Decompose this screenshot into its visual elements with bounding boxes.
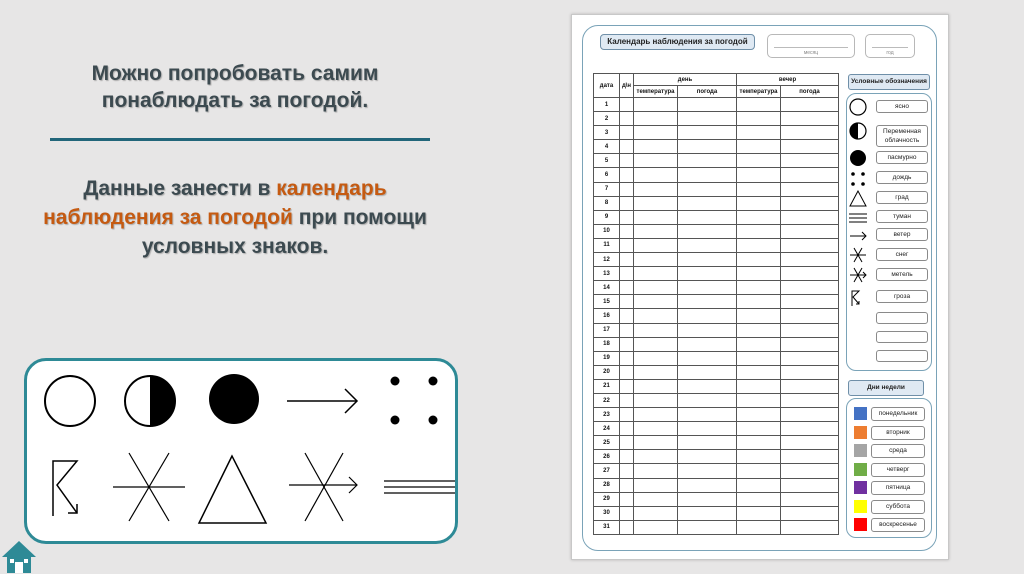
slide-heading: Можно попробовать самим понаблюдать за погодой. <box>91 62 379 112</box>
legend-empty-slot[interactable] <box>876 312 928 324</box>
legend-label: град <box>876 191 928 204</box>
circle-empty-icon <box>45 376 95 426</box>
table-cell[interactable] <box>634 337 678 351</box>
table-cell[interactable] <box>678 337 737 351</box>
weekday-label: воскресенье <box>871 518 925 532</box>
table-cell[interactable] <box>737 98 781 112</box>
table-cell[interactable] <box>781 408 839 422</box>
legend-empty-slot[interactable] <box>876 350 928 362</box>
weekday-label: среда <box>871 444 925 458</box>
table-cell[interactable] <box>620 210 634 224</box>
table-cell[interactable] <box>678 253 737 267</box>
table-cell[interactable] <box>678 281 737 295</box>
table-cell[interactable] <box>678 323 737 337</box>
table-cell[interactable] <box>620 436 634 450</box>
table-cell[interactable] <box>678 196 737 210</box>
row-date: 11 <box>594 238 620 252</box>
table-cell[interactable] <box>620 337 634 351</box>
table-cell[interactable] <box>737 492 781 506</box>
row-date: 28 <box>594 478 620 492</box>
table-cell[interactable] <box>737 309 781 323</box>
table-cell[interactable] <box>781 224 839 238</box>
table-cell[interactable] <box>781 154 839 168</box>
table-row <box>594 450 839 464</box>
circle-half-icon <box>849 122 867 145</box>
row-date: 31 <box>594 520 620 534</box>
row-date: 16 <box>594 309 620 323</box>
table-row <box>594 464 839 478</box>
table-cell[interactable] <box>620 253 634 267</box>
table-cell[interactable] <box>678 112 737 126</box>
table-cell[interactable] <box>678 224 737 238</box>
row-date: 30 <box>594 506 620 520</box>
row-date: 20 <box>594 365 620 379</box>
circle-empty-icon <box>849 98 867 121</box>
table-cell[interactable] <box>634 98 678 112</box>
lightning-arrow-icon <box>53 461 77 516</box>
table-cell[interactable] <box>620 393 634 407</box>
table-cell[interactable] <box>634 436 678 450</box>
table-cell[interactable] <box>781 112 839 126</box>
table-cell[interactable] <box>781 520 839 534</box>
table-cell[interactable] <box>737 182 781 196</box>
table-cell[interactable] <box>634 168 678 182</box>
col-evening-weather: погода <box>781 86 839 98</box>
table-row <box>594 112 839 126</box>
table-cell[interactable] <box>678 408 737 422</box>
legend-label: снег <box>876 248 928 261</box>
table-cell[interactable] <box>634 182 678 196</box>
weekday-color-swatch <box>854 407 867 420</box>
table-cell[interactable] <box>634 506 678 520</box>
table-cell[interactable] <box>620 281 634 295</box>
table-cell[interactable] <box>781 196 839 210</box>
weekday-label: пятница <box>871 481 925 495</box>
row-date: 18 <box>594 337 620 351</box>
table-cell[interactable] <box>620 224 634 238</box>
table-cell[interactable] <box>634 408 678 422</box>
table-cell[interactable] <box>634 379 678 393</box>
row-date: 14 <box>594 281 620 295</box>
table-cell[interactable] <box>620 295 634 309</box>
table-cell[interactable] <box>781 337 839 351</box>
table-row <box>594 253 839 267</box>
table-cell[interactable] <box>620 238 634 252</box>
table-cell[interactable] <box>678 351 737 365</box>
table-cell[interactable] <box>781 168 839 182</box>
table-cell[interactable] <box>737 210 781 224</box>
table-cell[interactable] <box>678 379 737 393</box>
table-cell[interactable] <box>737 140 781 154</box>
table-row <box>594 182 839 196</box>
table-cell[interactable] <box>678 295 737 309</box>
table-row <box>594 140 839 154</box>
table-cell[interactable] <box>781 253 839 267</box>
table-cell[interactable] <box>781 267 839 281</box>
legend-label: ясно <box>876 100 928 113</box>
weekday-color-swatch <box>854 444 867 457</box>
weekday-color-swatch <box>854 426 867 439</box>
table-cell[interactable] <box>781 365 839 379</box>
weekday-color-swatch <box>854 500 867 513</box>
table-cell[interactable] <box>781 238 839 252</box>
table-cell[interactable] <box>620 506 634 520</box>
table-cell[interactable] <box>620 408 634 422</box>
row-date: 6 <box>594 168 620 182</box>
legend-empty-slot[interactable] <box>876 331 928 343</box>
table-cell[interactable] <box>620 323 634 337</box>
group-day: день <box>634 74 737 86</box>
table-row <box>594 168 839 182</box>
table-cell[interactable] <box>620 464 634 478</box>
row-date: 7 <box>594 182 620 196</box>
table-cell[interactable] <box>678 210 737 224</box>
row-date: 26 <box>594 450 620 464</box>
table-cell[interactable] <box>620 422 634 436</box>
table-cell[interactable] <box>737 506 781 520</box>
table-cell[interactable] <box>737 295 781 309</box>
legend-label: пасмурно <box>876 151 928 164</box>
table-cell[interactable] <box>781 98 839 112</box>
table-cell[interactable] <box>737 379 781 393</box>
table-cell[interactable] <box>781 309 839 323</box>
body-text-accent: календарь наблюдения за погодой <box>43 177 387 229</box>
table-cell[interactable] <box>781 422 839 436</box>
table-cell[interactable] <box>678 436 737 450</box>
row-date: 25 <box>594 436 620 450</box>
table-row <box>594 98 839 112</box>
table-cell[interactable] <box>737 450 781 464</box>
asterisk-arrow-icon <box>849 266 867 289</box>
calendar-title: Календарь наблюдения за погодой <box>600 34 755 50</box>
table-cell[interactable] <box>634 309 678 323</box>
asterisk-arrow-icon <box>289 453 357 521</box>
table-cell[interactable] <box>620 520 634 534</box>
weekday-color-swatch <box>854 518 867 531</box>
table-cell[interactable] <box>634 154 678 168</box>
table-cell[interactable] <box>737 253 781 267</box>
table-cell[interactable] <box>737 281 781 295</box>
table-cell[interactable] <box>634 112 678 126</box>
table-cell[interactable] <box>737 464 781 478</box>
col-evening-temperature: температура <box>737 86 781 98</box>
body-text-start: Данные занести в <box>83 177 277 200</box>
table-cell[interactable] <box>678 450 737 464</box>
row-date: 3 <box>594 126 620 140</box>
table-cell[interactable] <box>781 393 839 407</box>
row-date: 1 <box>594 98 620 112</box>
table-cell[interactable] <box>737 365 781 379</box>
body-text-end: при помощи условных знаков. <box>141 206 427 258</box>
table-cell[interactable] <box>737 168 781 182</box>
row-date: 22 <box>594 393 620 407</box>
table-row <box>594 351 839 365</box>
table-cell[interactable] <box>634 492 678 506</box>
table-cell[interactable] <box>678 365 737 379</box>
table-cell[interactable] <box>620 112 634 126</box>
table-cell[interactable] <box>634 450 678 464</box>
table-row <box>594 238 839 252</box>
table-cell[interactable] <box>678 422 737 436</box>
table-row <box>594 408 839 422</box>
table-cell[interactable] <box>678 238 737 252</box>
table-cell[interactable] <box>678 98 737 112</box>
table-cell[interactable] <box>634 253 678 267</box>
table-cell[interactable] <box>737 238 781 252</box>
row-date: 2 <box>594 112 620 126</box>
group-evening: вечер <box>737 74 839 86</box>
arrow-right-icon <box>287 389 357 413</box>
row-date: 5 <box>594 154 620 168</box>
legend-label: Переменная облачность <box>876 125 928 147</box>
table-cell[interactable] <box>620 168 634 182</box>
table-cell[interactable] <box>737 478 781 492</box>
table-row <box>594 309 839 323</box>
table-cell[interactable] <box>781 436 839 450</box>
row-date: 13 <box>594 267 620 281</box>
row-date: 23 <box>594 408 620 422</box>
table-cell[interactable] <box>620 98 634 112</box>
table-cell[interactable] <box>737 196 781 210</box>
table-row <box>594 126 839 140</box>
table-cell[interactable] <box>634 267 678 281</box>
table-row <box>594 224 839 238</box>
row-date: 15 <box>594 295 620 309</box>
table-cell[interactable] <box>634 196 678 210</box>
col-date: дата <box>594 74 620 98</box>
symbols-panel <box>24 358 458 544</box>
table-cell[interactable] <box>620 182 634 196</box>
table-cell[interactable] <box>620 309 634 323</box>
observation-table <box>593 73 839 535</box>
circle-filled-icon <box>849 149 867 172</box>
table-cell[interactable] <box>620 154 634 168</box>
table-cell[interactable] <box>678 182 737 196</box>
table-row <box>594 281 839 295</box>
table-cell[interactable] <box>620 126 634 140</box>
triangle-icon <box>199 456 266 523</box>
table-cell[interactable] <box>634 295 678 309</box>
table-cell[interactable] <box>678 393 737 407</box>
table-cell[interactable] <box>634 351 678 365</box>
table-cell[interactable] <box>737 267 781 281</box>
table-cell[interactable] <box>678 126 737 140</box>
table-row <box>594 267 839 281</box>
table-cell[interactable] <box>678 309 737 323</box>
table-cell[interactable] <box>781 506 839 520</box>
table-cell[interactable] <box>781 182 839 196</box>
row-date: 10 <box>594 224 620 238</box>
weekday-label: суббота <box>871 500 925 514</box>
month-field[interactable] <box>767 34 855 58</box>
legend-label: туман <box>876 210 928 223</box>
table-cell[interactable] <box>634 422 678 436</box>
row-date: 24 <box>594 422 620 436</box>
table-cell[interactable] <box>620 379 634 393</box>
row-date: 19 <box>594 351 620 365</box>
table-cell[interactable] <box>781 492 839 506</box>
table-cell[interactable] <box>737 112 781 126</box>
table-cell[interactable] <box>737 224 781 238</box>
row-date: 27 <box>594 464 620 478</box>
table-cell[interactable] <box>634 224 678 238</box>
table-row <box>594 210 839 224</box>
home-icon[interactable] <box>0 538 38 574</box>
table-cell[interactable] <box>781 478 839 492</box>
table-cell[interactable] <box>781 140 839 154</box>
table-cell[interactable] <box>678 520 737 534</box>
col-day-temperature: температура <box>634 86 678 98</box>
weekday-label: четверг <box>871 463 925 477</box>
weekday-color-swatch <box>854 481 867 494</box>
table-row <box>594 393 839 407</box>
table-cell[interactable] <box>737 351 781 365</box>
table-cell[interactable] <box>781 351 839 365</box>
table-row <box>594 295 839 309</box>
table-row <box>594 365 839 379</box>
table-cell[interactable] <box>678 154 737 168</box>
year-label: год <box>886 50 894 56</box>
four-dots-icon <box>391 377 438 425</box>
lightning-arrow-icon <box>849 289 867 312</box>
weekday-color-swatch <box>854 463 867 476</box>
table-cell[interactable] <box>678 267 737 281</box>
table-cell[interactable] <box>634 281 678 295</box>
table-cell[interactable] <box>634 126 678 140</box>
table-cell[interactable] <box>781 126 839 140</box>
weekdays-title: Дни недели <box>848 380 924 396</box>
table-cell[interactable] <box>620 365 634 379</box>
table-cell[interactable] <box>781 210 839 224</box>
table-cell[interactable] <box>737 520 781 534</box>
table-cell[interactable] <box>634 140 678 154</box>
legend-label: дождь <box>876 171 928 184</box>
table-cell[interactable] <box>781 323 839 337</box>
col-day-of-week: д\н <box>620 74 634 98</box>
row-date: 17 <box>594 323 620 337</box>
weekday-label: понедельник <box>871 407 925 421</box>
table-cell[interactable] <box>620 196 634 210</box>
asterisk-icon <box>113 453 185 521</box>
circle-half-icon <box>125 376 175 426</box>
table-cell[interactable] <box>737 337 781 351</box>
row-date: 8 <box>594 196 620 210</box>
legend-label: ветер <box>876 228 928 241</box>
table-row <box>594 492 839 506</box>
row-date: 21 <box>594 379 620 393</box>
legend-title: Условные обозначения <box>848 74 930 90</box>
table-cell[interactable] <box>781 281 839 295</box>
table-cell[interactable] <box>781 450 839 464</box>
table-cell[interactable] <box>634 323 678 337</box>
table-cell[interactable] <box>781 464 839 478</box>
table-cell[interactable] <box>620 492 634 506</box>
table-cell[interactable] <box>620 450 634 464</box>
table-cell[interactable] <box>634 365 678 379</box>
table-cell[interactable] <box>781 379 839 393</box>
table-cell[interactable] <box>620 267 634 281</box>
table-cell[interactable] <box>781 295 839 309</box>
row-date: 4 <box>594 140 620 154</box>
table-cell[interactable] <box>737 393 781 407</box>
table-cell[interactable] <box>737 323 781 337</box>
table-cell[interactable] <box>678 168 737 182</box>
table-cell[interactable] <box>737 422 781 436</box>
table-cell[interactable] <box>678 140 737 154</box>
slide-body <box>40 174 430 261</box>
table-cell[interactable] <box>678 492 737 506</box>
month-label: месяц <box>803 50 819 56</box>
row-date: 29 <box>594 492 620 506</box>
table-cell[interactable] <box>678 506 737 520</box>
table-row <box>594 196 839 210</box>
table-cell[interactable] <box>620 140 634 154</box>
row-date: 12 <box>594 253 620 267</box>
row-date: 9 <box>594 210 620 224</box>
table-row <box>594 422 839 436</box>
table-row <box>594 379 839 393</box>
table-row <box>594 478 839 492</box>
table-cell[interactable] <box>634 520 678 534</box>
table-cell[interactable] <box>737 154 781 168</box>
year-field[interactable] <box>865 34 915 58</box>
table-cell[interactable] <box>634 238 678 252</box>
table-row <box>594 436 839 450</box>
table-row <box>594 154 839 168</box>
legend-label: метель <box>876 268 928 281</box>
circle-filled-icon <box>209 374 259 424</box>
table-cell[interactable] <box>737 126 781 140</box>
weekday-label: вторник <box>871 426 925 440</box>
table-cell[interactable] <box>678 464 737 478</box>
table-row <box>594 337 839 351</box>
table-cell[interactable] <box>737 408 781 422</box>
table-cell[interactable] <box>678 478 737 492</box>
table-cell[interactable] <box>634 464 678 478</box>
table-cell[interactable] <box>737 436 781 450</box>
table-row <box>594 506 839 520</box>
table-cell[interactable] <box>620 478 634 492</box>
triple-lines-icon <box>384 481 455 493</box>
table-cell[interactable] <box>620 351 634 365</box>
table-row <box>594 323 839 337</box>
divider-line <box>50 138 430 141</box>
col-day-weather: погода <box>678 86 737 98</box>
table-cell[interactable] <box>634 478 678 492</box>
table-cell[interactable] <box>634 393 678 407</box>
legend-label: гроза <box>876 290 928 303</box>
table-cell[interactable] <box>634 210 678 224</box>
table-row <box>594 520 839 534</box>
